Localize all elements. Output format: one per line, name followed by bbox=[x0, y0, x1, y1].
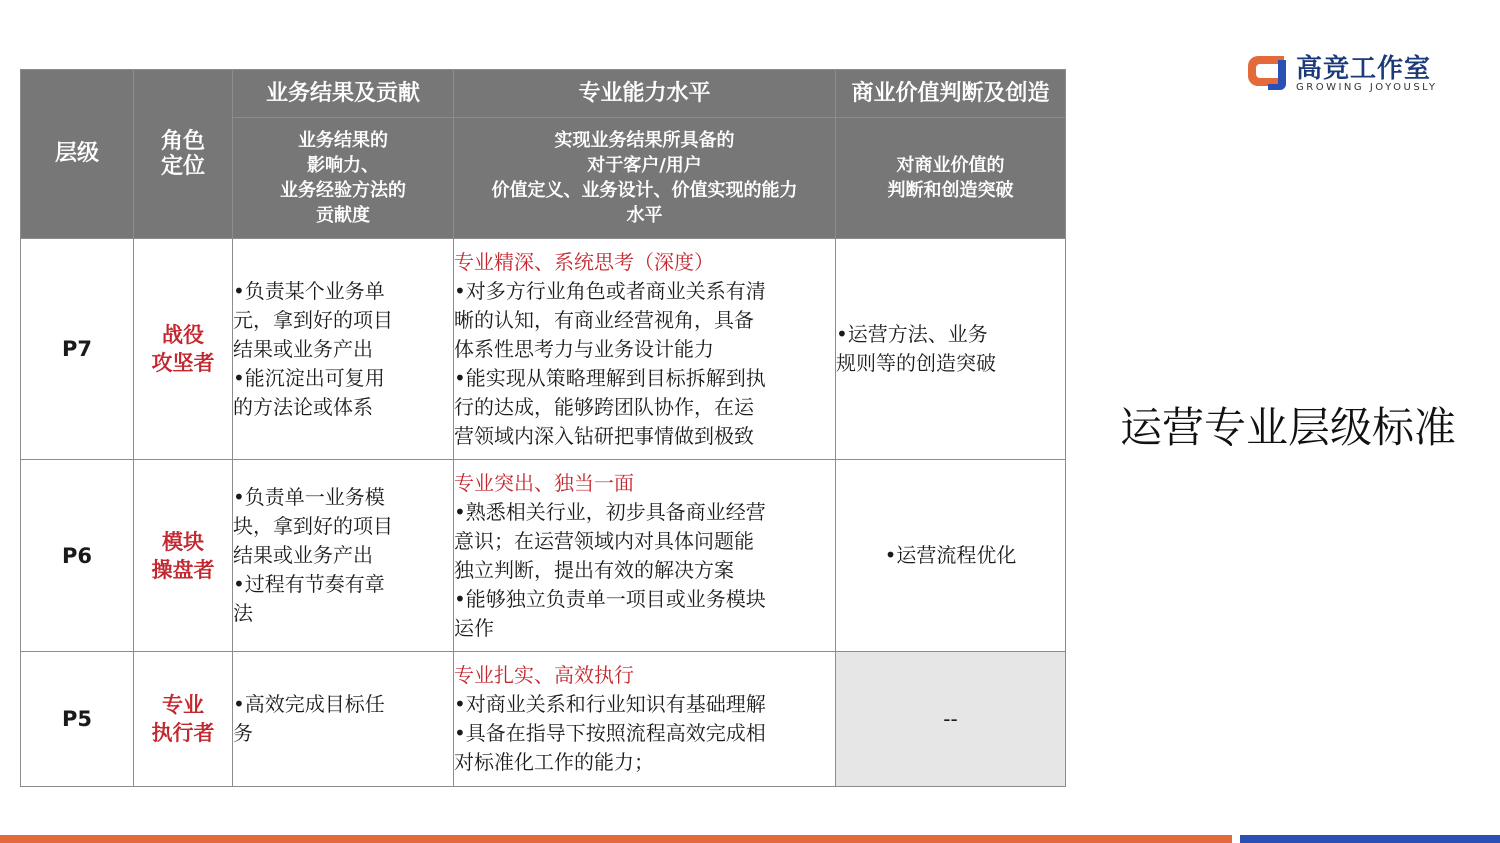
page-title: 运营专业层级标准 bbox=[1120, 403, 1457, 452]
brand-tagline: GROWING JOYOUSLY bbox=[1296, 82, 1438, 93]
ability-title: 专业扎实、高效执行 bbox=[454, 663, 634, 687]
level-cell: P5 bbox=[21, 652, 134, 787]
results-cell: •负责某个业务单 元，拿到好的项目 结果或业务产出 •能沉淀出可复用 的方法论或体系 bbox=[233, 239, 454, 460]
logo-mark-icon bbox=[1244, 48, 1290, 94]
brand-logo bbox=[1244, 48, 1444, 98]
role-cell: 模块 操盘者 bbox=[134, 460, 233, 652]
header-ability-sub: 实现业务结果所具备的 对于客户/用户 价值定义、业务设计、价值实现的能力 水平 bbox=[454, 118, 836, 239]
results-cell: •高效完成目标任 务 bbox=[233, 652, 454, 787]
value-cell: •运营流程优化 bbox=[836, 460, 1066, 652]
footer-bar-blue bbox=[1240, 835, 1500, 843]
table-row bbox=[21, 460, 1066, 652]
level-cell: P7 bbox=[21, 239, 134, 460]
level-standard-table bbox=[20, 69, 1066, 787]
table-row bbox=[21, 239, 1066, 460]
header-value-sub: 对商业价值的 判断和创造突破 bbox=[836, 118, 1066, 239]
header-ability: 专业能力水平 bbox=[454, 70, 836, 118]
brand-name: 高竞工作室 bbox=[1296, 54, 1432, 84]
table-row bbox=[21, 652, 1066, 787]
value-cell: •运营方法、业务 规则等的创造突破 bbox=[836, 239, 1066, 460]
ability-cell: 专业扎实、高效执行 •对商业关系和行业知识有基础理解 •具备在指导下按照流程高效完成相 对标准化工作的能力； bbox=[454, 652, 836, 787]
header-level: 层级 bbox=[21, 70, 134, 239]
header-role: 角色 定位 bbox=[134, 70, 233, 239]
footer-bar-orange bbox=[0, 835, 1232, 843]
role-cell: 战役 攻坚者 bbox=[134, 239, 233, 460]
value-cell: -- bbox=[836, 652, 1066, 787]
level-cell: P6 bbox=[21, 460, 134, 652]
ability-title: 专业突出、独当一面 bbox=[454, 470, 634, 495]
ability-cell: 专业精深、系统思考（深度） •对多方行业角色或者商业关系有清 晰的认知，有商业经营视角，具备 体系性思考力与业务设计能力 •能实现从策略理解到目标拆解到执 行的达成，能够跨团队协作，在运 营领域内深入钻研把事情做到极致 bbox=[454, 239, 836, 460]
header-results-sub: 业务结果的 影响力、 业务经验方法的 贡献度 bbox=[233, 118, 454, 239]
ability-cell: 专业突出、独当一面 •熟悉相关行业，初步具备商业经营 意识；在运营领域内对具体问题能 独立判断，提出有效的解决方案 •能够独立负责单一项目或业务模块 运作 bbox=[454, 460, 836, 652]
header-results: 业务结果及贡献 bbox=[233, 70, 454, 118]
results-cell: •负责单一业务模 块，拿到好的项目 结果或业务产出 •过程有节奏有章 法 bbox=[233, 460, 454, 652]
ability-title: 专业精深、系统思考（深度） bbox=[454, 249, 714, 274]
role-cell: 专业 执行者 bbox=[134, 652, 233, 787]
header-value: 商业价值判断及创造 bbox=[836, 70, 1066, 118]
